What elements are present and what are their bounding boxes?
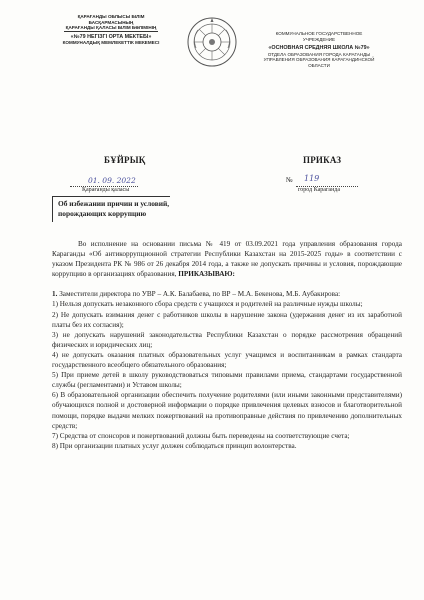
subitem: 8) При организации платных услуг должен соблюдаться принцип волонтерства.: [52, 441, 297, 450]
subitem: 4) не допускать оказания платных образовательных услуг учащимся и воспитанникам в рамках стандарта государственного всеобщего обязательного образования;: [52, 350, 402, 370]
title-kz: БҰЙРЫҚ: [104, 155, 146, 165]
number-label: №: [286, 176, 293, 184]
subitem: 5) При приеме детей в школу руководствоваться типовыми правилами приема, стандартами государственной службы (регламентами) и Уставом школы;: [52, 371, 402, 390]
header-right-line4: УПРАВЛЕНИЯ ОБРАЗОВАНИЯ КАРАГАНДИНСКОЙ: [263, 57, 375, 63]
subitem: 3) не допускать нарушений законодательства Республики Казахстан о порядке рассмотрения обращений физических и юридических лиц;: [52, 330, 402, 349]
intro-paragraph: [52, 239, 402, 279]
header-right-school: «ОСНОВНАЯ СРЕДНЯЯ ШКОЛА №79»: [268, 45, 370, 52]
header-right-line2: УЧРЕЖДЕНИЕ: [302, 36, 336, 42]
intro-emphasis: ПРИКАЗЫВАЮ:: [178, 270, 235, 279]
subject: [58, 199, 218, 218]
header-right: [244, 31, 394, 69]
header-left-line1: ҚАРАҒАНДЫ ОБЛЫСЫ БІЛІМ: [77, 14, 145, 19]
subject-line1: Об избежании причин и условий,: [58, 199, 170, 208]
subitem: 2) Не допускать взимания денег с работников школы в нарушение закона (удержания денег из их заработной платы без их согласия);: [52, 310, 402, 329]
item-1-number: 1.: [52, 290, 58, 299]
number-handwritten: 119: [304, 174, 320, 183]
header-right-line5: ОБЛАСТИ: [308, 62, 330, 68]
header-left-type: КОММУНАЛДЫҚ МЕМЛЕКЕТТІК МЕКЕМЕСІ: [62, 40, 160, 46]
subitem: 1) Нельзя допускать незаконного сбора средств с учащихся и родителей на различные нужды школы;: [52, 300, 363, 309]
subject-bracket-top: [52, 196, 170, 197]
intro-text: Во исполнение на основании письма № 419 от 03.09.2021 года управления образования города Караганды «Об антикоррупционной стратегии Республики Казахстан на 2015-2025 годы» в соответствии с указом Президента РК № 986 от 26 декабря 2014 года, а также не допускать причины и условия, порождающие коррупцию в организациях образования,: [52, 240, 402, 279]
city-ru: город Караганда: [298, 187, 340, 193]
item-1-text: Заместители директора по УВР – А.К. Балабаева, по ВР – М.А. Бекенова, М.Б. Аубакирова:: [59, 290, 341, 299]
state-emblem-icon: [186, 16, 238, 68]
header-left: [36, 14, 186, 46]
header-left-school: «№79 НЕГІЗГІ ОРТА МЕКТЕБІ»: [70, 33, 152, 40]
subitem: 6) В образовательной организации обеспечить получение родителями (или иными законными представителями) обучающихся полной и достоверной информации о порядке привлечения целевых взносов и благотворительной помощи, порядке выдачи мелких пожертвований на противоправные действия по привлечению дополнительных средств;: [52, 391, 402, 430]
subject-line2: порождающих коррупцию: [58, 208, 147, 218]
subitem: 7) Средства от спонсоров и пожертвований должны быть переведены на соответствующие счета;: [52, 431, 350, 440]
header-right-line1: КОММУНАЛЬНОЕ ГОСУДАРСТВЕННОЕ: [275, 31, 363, 36]
item-1: [52, 289, 402, 299]
city-kz: Қарағанды қаласы: [82, 187, 130, 193]
header-right-line3: ОТДЕЛА ОБРАЗОВАНИЯ ГОРОДА КАРАГАНДЫ: [267, 51, 371, 57]
header-left-line2: БАСҚАРМАСЫНЫҢ: [88, 19, 134, 25]
date-handwritten: 01. 09. 2022: [88, 176, 136, 185]
title-ru: ПРИКАЗ: [303, 155, 342, 165]
header-left-line3: ҚАРАҒАНДЫ ҚАЛАСЫ БІЛІМ БӨЛІМІНІҢ: [65, 25, 157, 31]
subject-bracket-left: [52, 196, 53, 222]
document-body: [52, 239, 402, 451]
